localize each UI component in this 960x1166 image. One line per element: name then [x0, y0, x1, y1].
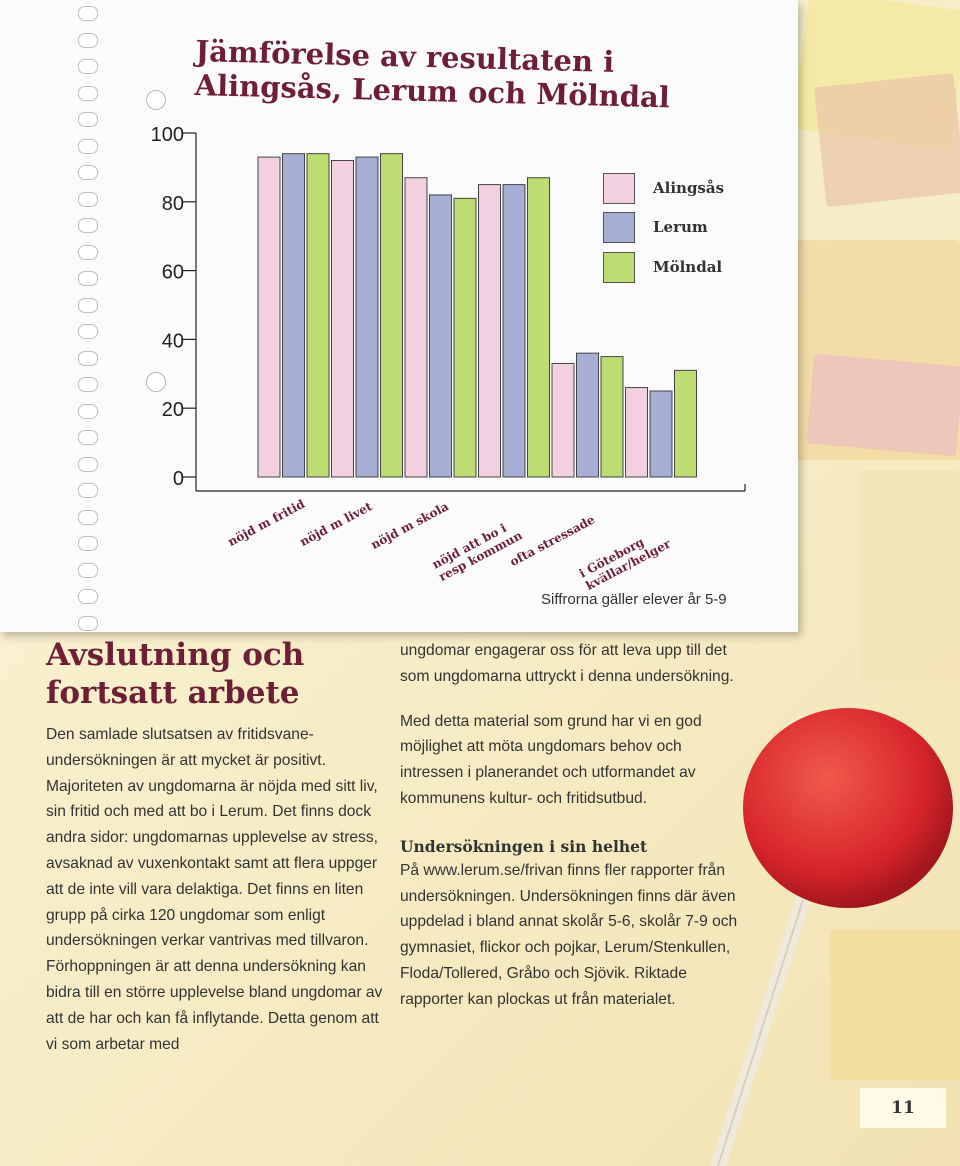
- x-tick-label: nöjd m livet: [297, 499, 375, 549]
- section-heading-line-1: Avslutning och: [46, 637, 305, 673]
- lollipop-candy: [743, 708, 953, 908]
- x-tick-label: nöjd m skola: [368, 499, 451, 552]
- paragraph: Med detta material som grund har vi en god möjlighet att möta ungdomars behov och intressen i planerandet och utformandet av kommunens kultur- och fritidsutbud.: [400, 712, 702, 807]
- legend-label: Alingsås: [653, 179, 725, 197]
- section-heading: [46, 636, 304, 712]
- chart-footnote: Siffrorna gäller elever år 5-9: [541, 591, 727, 608]
- section-heading-line-2: fortsatt arbete: [46, 675, 300, 711]
- x-tick-label: i Göteborg kvällar/helger: [576, 534, 673, 593]
- chart-title-line-2: Alingsås, Lerum och Mölndal: [194, 67, 671, 115]
- x-tick-label: ofta stressade: [507, 512, 598, 569]
- x-tick-label: nöjd att bo i resp kommun: [429, 520, 525, 584]
- page-number: 11: [860, 1088, 946, 1128]
- legend-label: Mölndal: [653, 258, 723, 276]
- x-tick-label: nöjd m fritid: [225, 496, 308, 549]
- subheading: Undersökningen i sin helhet: [400, 836, 648, 856]
- legend-label: Lerum: [653, 218, 708, 236]
- y-tick-label: 80: [161, 192, 184, 215]
- y-tick-label: 20: [161, 399, 184, 422]
- y-tick-label: 60: [161, 261, 184, 284]
- y-tick-label: 100: [150, 124, 184, 146]
- article-column-2: [400, 638, 740, 1013]
- chart-title-line-1: Jämförelse av resultaten i: [195, 34, 615, 79]
- paragraph: ungdomar engagerar oss för att leva upp till det som ungdomarna uttryckt i denna undersökning.: [400, 642, 734, 685]
- y-tick-label: 0: [172, 468, 184, 490]
- article-column-1: Den samlade slutsatsen av fritidsvaneundersökningen är att mycket är positivt. Majoriteten av ungdomarna är nöjda med sitt liv, sin fritid och med att bo i Lerum. Det finns dock andra sidor: ungdomarnas upplevelse av stress, avsaknad av vuxenkontakt samt att flera uppger att de inte vill vara delaktiga. Det finns en liten grupp på cirka 120 ungdomar som enligt undersökningen verkar vantrivas med tillvaron. Förhoppningen är att denna undersökning kan bidra till en större upplevelse bland ungdomar av att de har och kan få inflytande. Detta genom att vi som arbetar med: [46, 726, 383, 1053]
- paragraph: På www.lerum.se/frivan finns fler rapporter från undersökningen. Undersökningen finns där även uppdelad i bland annat skolår 5-6, skolår 7-9 och gymnasiet, flickor och pojkar, Lerum/Stenkullen, Floda/Tollered, Gråbo och Sjövik. Riktade rapporter kan plockas ut från materialet.: [400, 861, 738, 1008]
- y-tick-label: 40: [161, 330, 184, 353]
